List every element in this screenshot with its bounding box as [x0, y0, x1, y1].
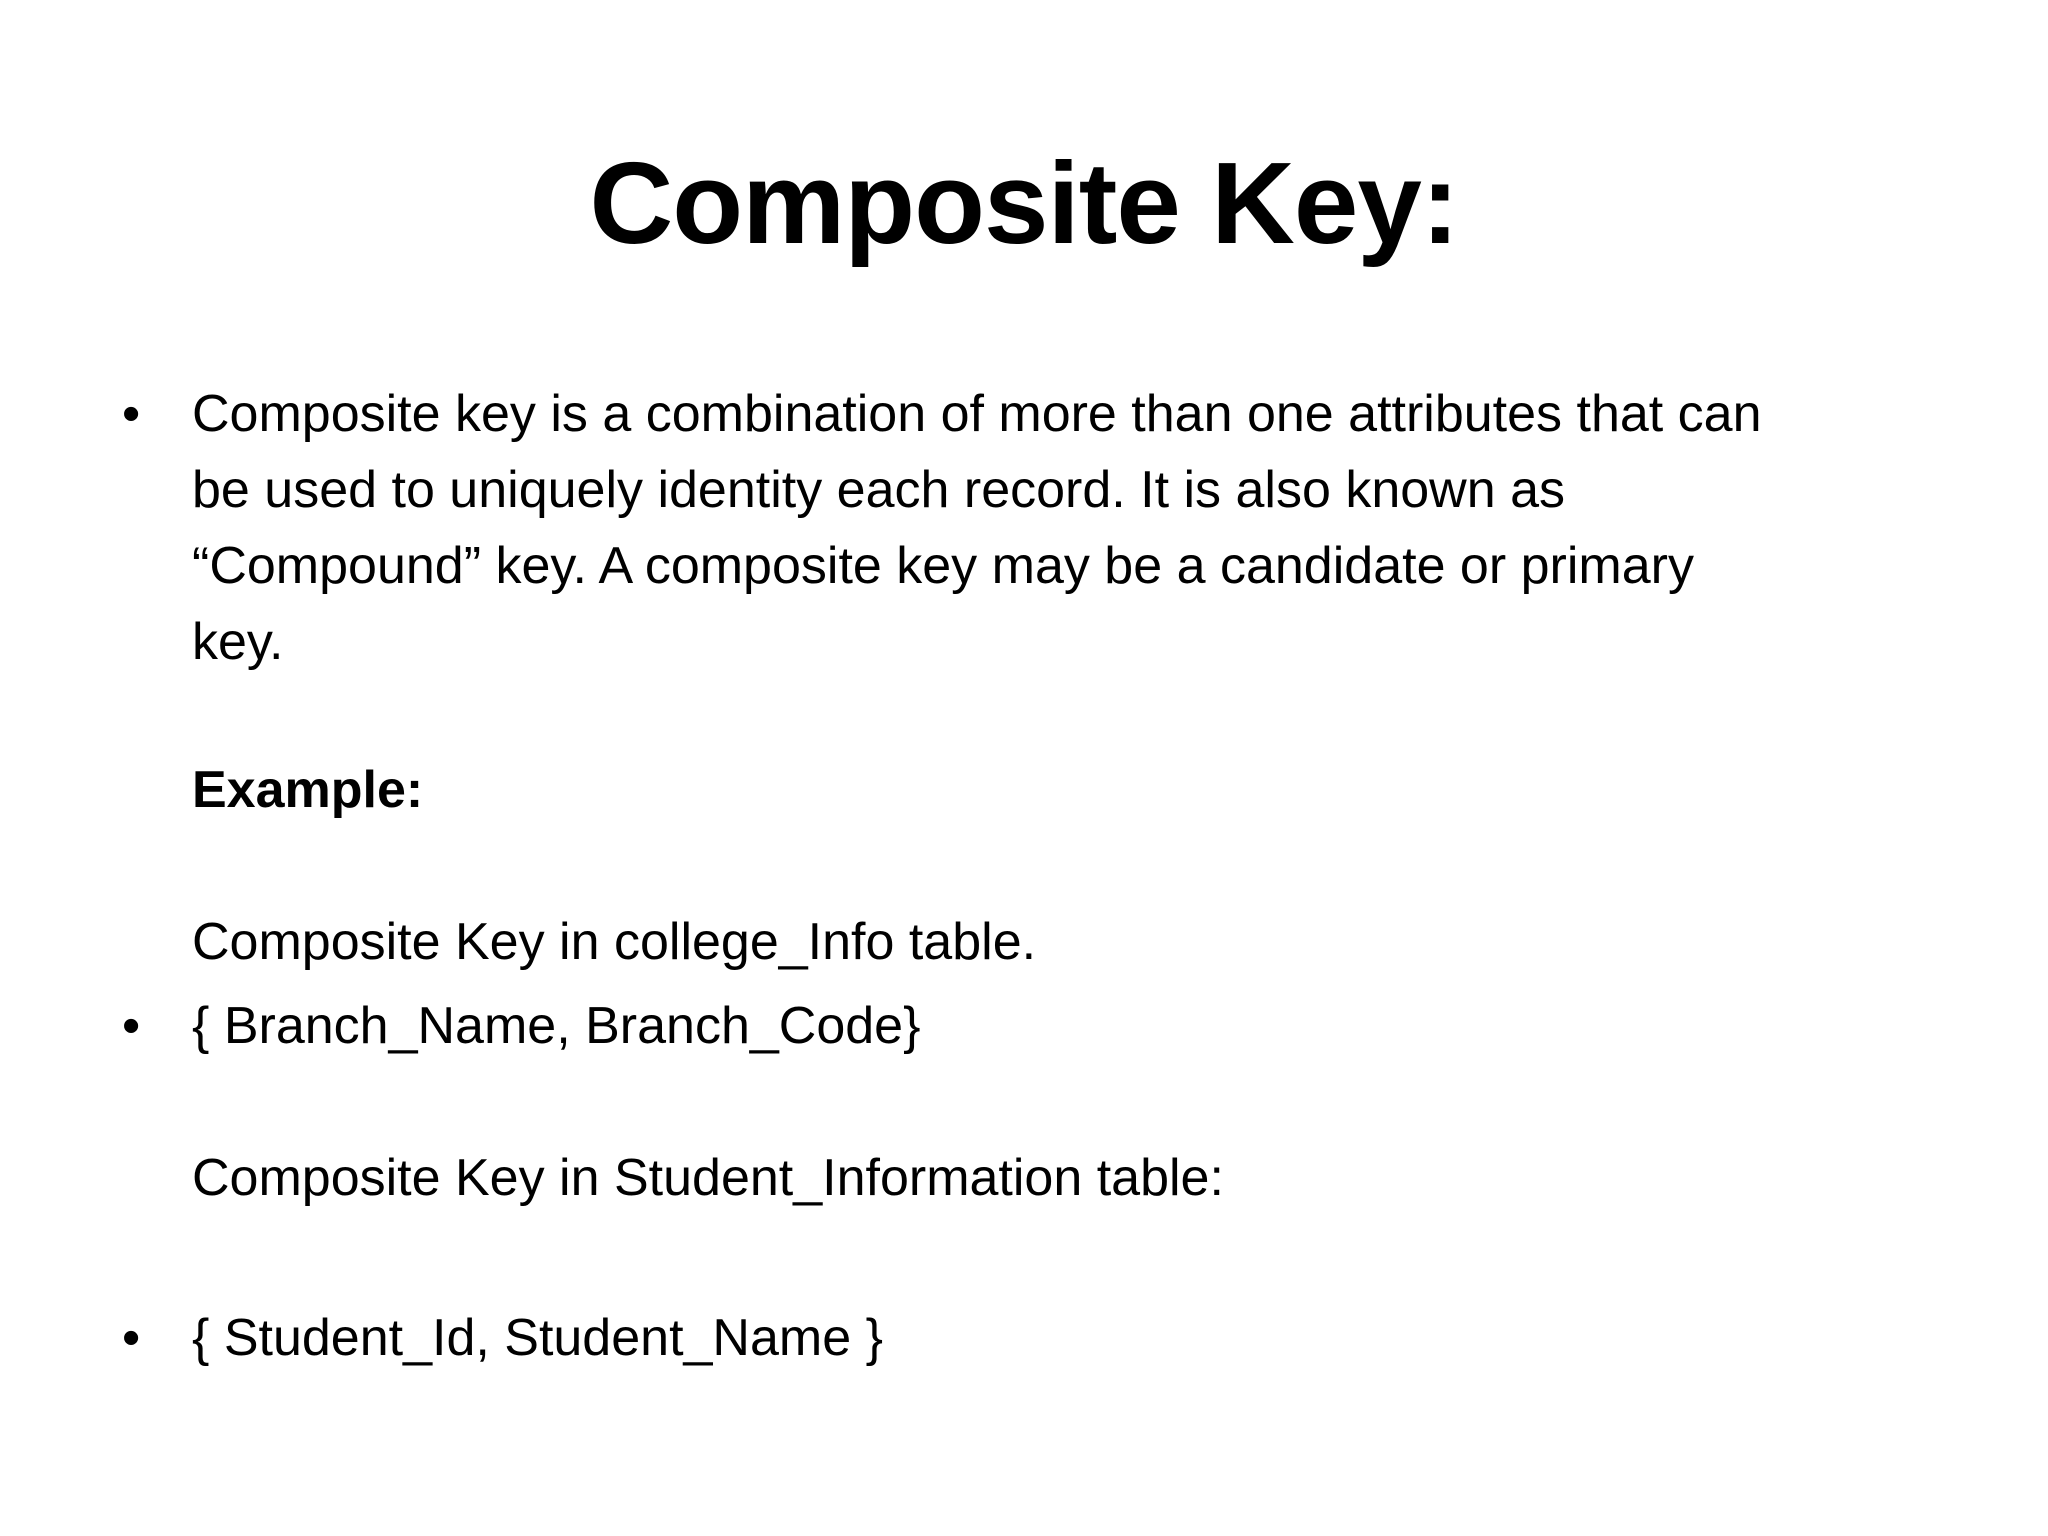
paragraph-line: Composite key is a combination of more than one attributes that can: [192, 385, 1762, 443]
bullet-icon: •: [122, 997, 141, 1055]
college-intro: Composite Key in college_Info table.: [192, 913, 1037, 971]
paragraph-line: key.: [192, 613, 284, 671]
paragraph-line: be used to uniquely identity each record. It is also known as: [192, 461, 1566, 519]
bullet-icon: •: [122, 385, 141, 443]
bullet-icon: •: [122, 1309, 141, 1367]
paragraph-line: “Compound” key. A composite key may be a candidate or primary: [192, 537, 1694, 595]
college-key: { Branch_Name, Branch_Code}: [192, 997, 921, 1055]
student-key: { Student_Id, Student_Name }: [192, 1309, 883, 1367]
student-intro: Composite Key in Student_Information table:: [192, 1149, 1224, 1207]
slide-title: Composite Key:: [589, 138, 1459, 268]
example-label: Example:: [192, 761, 424, 819]
